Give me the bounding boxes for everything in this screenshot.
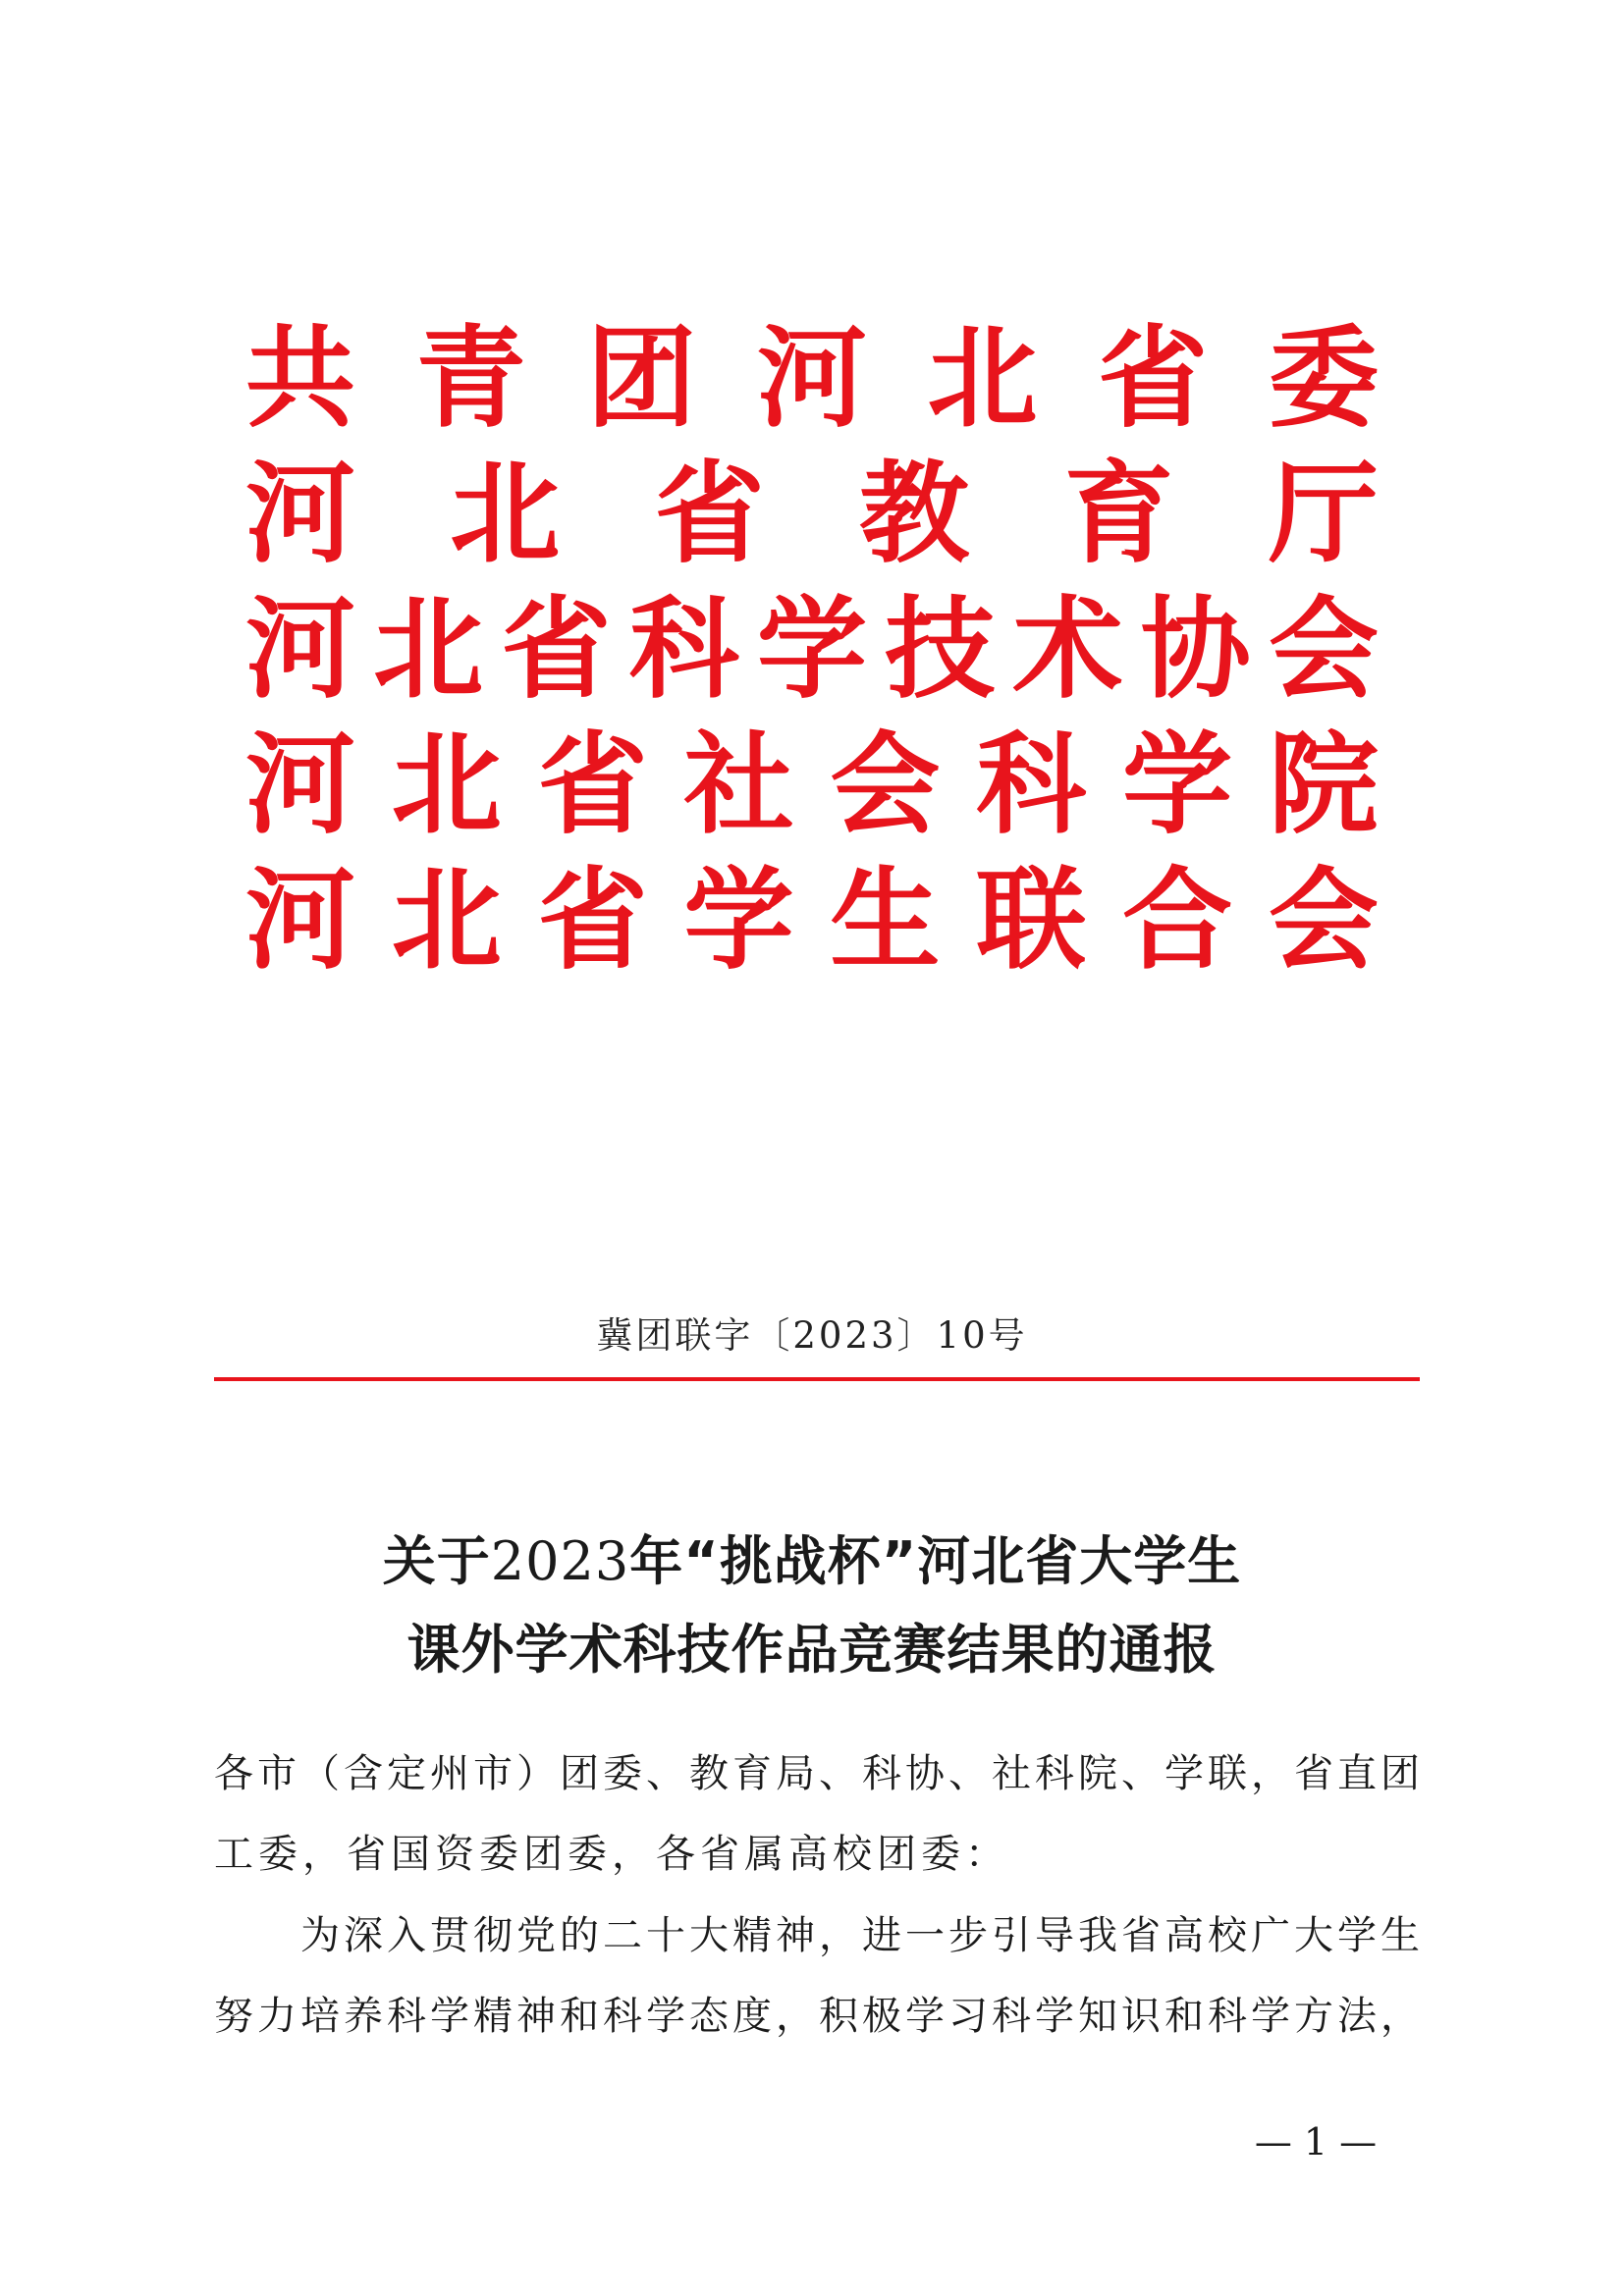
body-character: 极 [862,1994,901,2039]
body-character: 院 [1078,1751,1117,1796]
body-character: 含 [344,1751,383,1796]
body-character: 一 [905,1913,945,1958]
body-character: ， [776,1994,815,2039]
red-divider-rule [214,1377,1420,1381]
header-character: 北 [450,451,561,578]
body-character: 科 [1208,1994,1247,2039]
header-character: 省 [537,721,648,849]
body-character: 校 [1208,1913,1247,1958]
body-character: 省 [1121,1913,1161,1958]
body-character: 高 [1164,1913,1204,1958]
header-character: 生 [830,857,941,985]
body-character: 团 [1380,1751,1420,1796]
body-character: 大 [689,1913,729,1958]
body-character: 社 [992,1751,1031,1796]
header-character: 教 [859,451,970,578]
body-character: 党 [516,1913,556,1958]
body-character: 科 [862,1751,901,1796]
header-character: 协 [1140,586,1251,714]
header-character: 合 [1122,857,1233,985]
header-character: 会 [1268,857,1379,985]
header-line-4 [245,717,1379,854]
body-character: 直 [1337,1751,1377,1796]
body-character: 进 [862,1913,901,1958]
body-character: 深 [344,1913,383,1958]
body-character: 入 [387,1913,426,1958]
body-character: 度 [732,1994,772,2039]
body-character: 学 [1251,1994,1290,2039]
header-line-3 [245,581,1379,719]
body-character: 步 [948,1913,988,1958]
header-character: 厅 [1268,451,1379,578]
body-character: 联 [1208,1751,1247,1796]
header-character: 学 [683,857,794,985]
body-character: ） [516,1751,556,1796]
body-character: 科 [992,1994,1031,2039]
body-character: ， [1251,1751,1290,1796]
body-character: 教 [689,1751,729,1796]
body-character: 神 [776,1913,815,1958]
body-character: 、 [819,1751,858,1796]
header-line-5 [245,852,1379,989]
body-character: 和 [560,1994,599,2039]
paragraph-1-line-2 [214,1985,1420,2041]
header-character: 技 [885,586,996,714]
body-character: 定 [387,1751,426,1796]
body-character: 十 [646,1913,685,1958]
header-character: 北 [927,315,1038,443]
header-character: 省 [501,586,612,714]
body-character: 彻 [473,1913,513,1958]
body-character: 团 [560,1751,599,1796]
body-character: 局 [776,1751,815,1796]
body-character: 我 [1078,1913,1117,1958]
body-character: （ [300,1751,340,1796]
body-character: 导 [1035,1913,1074,1958]
header-character: 河 [756,315,867,443]
body-character: 习 [948,1994,988,2039]
header-character: 会 [1269,586,1379,714]
header-character: 青 [415,315,526,443]
body-character: 二 [603,1913,642,1958]
body-character: 学 [1337,1913,1377,1958]
body-character: 科 [387,1994,426,2039]
title-prefix: 关于 [382,1530,491,1592]
header-line-1 [245,310,1379,448]
body-character: 市 [257,1751,297,1796]
body-character: 委 [603,1751,642,1796]
body-character: 大 [1294,1913,1333,1958]
header-character: 省 [537,857,648,985]
header-character: 科 [628,586,739,714]
paragraph-1-line-1 [300,1904,1420,1960]
body-character: 精 [473,1994,513,2039]
body-character: 积 [819,1994,858,2039]
body-character: 知 [1078,1994,1117,2039]
body-character: 力 [257,1994,297,2039]
header-character: 术 [1012,586,1123,714]
header-character: 联 [976,857,1087,985]
header-character: 共 [245,315,355,443]
body-character: 为 [300,1913,340,1958]
header-character: 学 [757,586,867,714]
body-character: 、 [1121,1751,1161,1796]
header-character: 河 [245,586,355,714]
header-character: 省 [1098,315,1209,443]
body-character: 养 [344,1994,383,2039]
header-character: 科 [976,721,1087,849]
title-suffix: 年“挑战杯”河北省大学生 [629,1530,1242,1592]
header-character: 院 [1268,721,1379,849]
body-character: 学 [430,1994,469,2039]
header-character: 社 [683,721,794,849]
header-character: 北 [391,857,502,985]
header-character: 学 [1122,721,1233,849]
body-character: 学 [905,1994,945,2039]
body-character: 引 [992,1913,1031,1958]
body-character: 生 [1380,1913,1420,1958]
body-character: 学 [1164,1751,1204,1796]
body-character: 的 [560,1913,599,1958]
body-character: 州 [430,1751,469,1796]
body-character: 科 [1035,1751,1074,1796]
body-character: 培 [300,1994,340,2039]
header-character: 北 [373,586,484,714]
body-character: 识 [1121,1994,1161,2039]
addressee-line-1 [214,1742,1420,1798]
body-character: ， [1380,1994,1420,2039]
header-character: 北 [391,721,502,849]
body-character: 贯 [430,1913,469,1958]
body-character: 态 [689,1994,729,2039]
header-character: 育 [1063,451,1174,578]
header-line-2 [245,446,1379,583]
body-character: 科 [603,1994,642,2039]
title-year: 2023 [490,1530,630,1592]
body-character: 法 [1337,1994,1377,2039]
body-character: 育 [732,1751,772,1796]
document-number: 冀团联字〔2023〕10号 [596,1314,1028,1357]
body-character: 努 [214,1994,253,2039]
body-character: 协 [905,1751,945,1796]
body-character: 方 [1294,1994,1333,2039]
body-character: 各 [214,1751,253,1796]
addressee-line-2: 工委，省国资委团委，各省属高校团委： [214,1832,1009,1877]
header-character: 河 [245,451,355,578]
body-character: 省 [1294,1751,1333,1796]
header-character: 会 [830,721,941,849]
body-character: 神 [516,1994,556,2039]
notice-title-line-1 [0,1520,1624,1595]
page-number: — 1 — [1254,2120,1378,2163]
header-character: 河 [245,721,355,849]
body-character: 、 [948,1751,988,1796]
body-character: 、 [646,1751,685,1796]
notice-title-line-2: 课外学术科技作品竞赛结果的通报 [406,1619,1218,1681]
header-character: 团 [586,315,697,443]
header-character: 河 [245,857,355,985]
header-character: 委 [1268,315,1379,443]
header-character: 省 [654,451,765,578]
body-character: 学 [646,1994,685,2039]
body-character: ， [819,1913,858,1958]
body-character: 精 [732,1913,772,1958]
body-character: 和 [1164,1994,1204,2039]
body-character: 学 [1035,1994,1074,2039]
body-character: 市 [473,1751,513,1796]
body-character: 广 [1251,1913,1290,1958]
